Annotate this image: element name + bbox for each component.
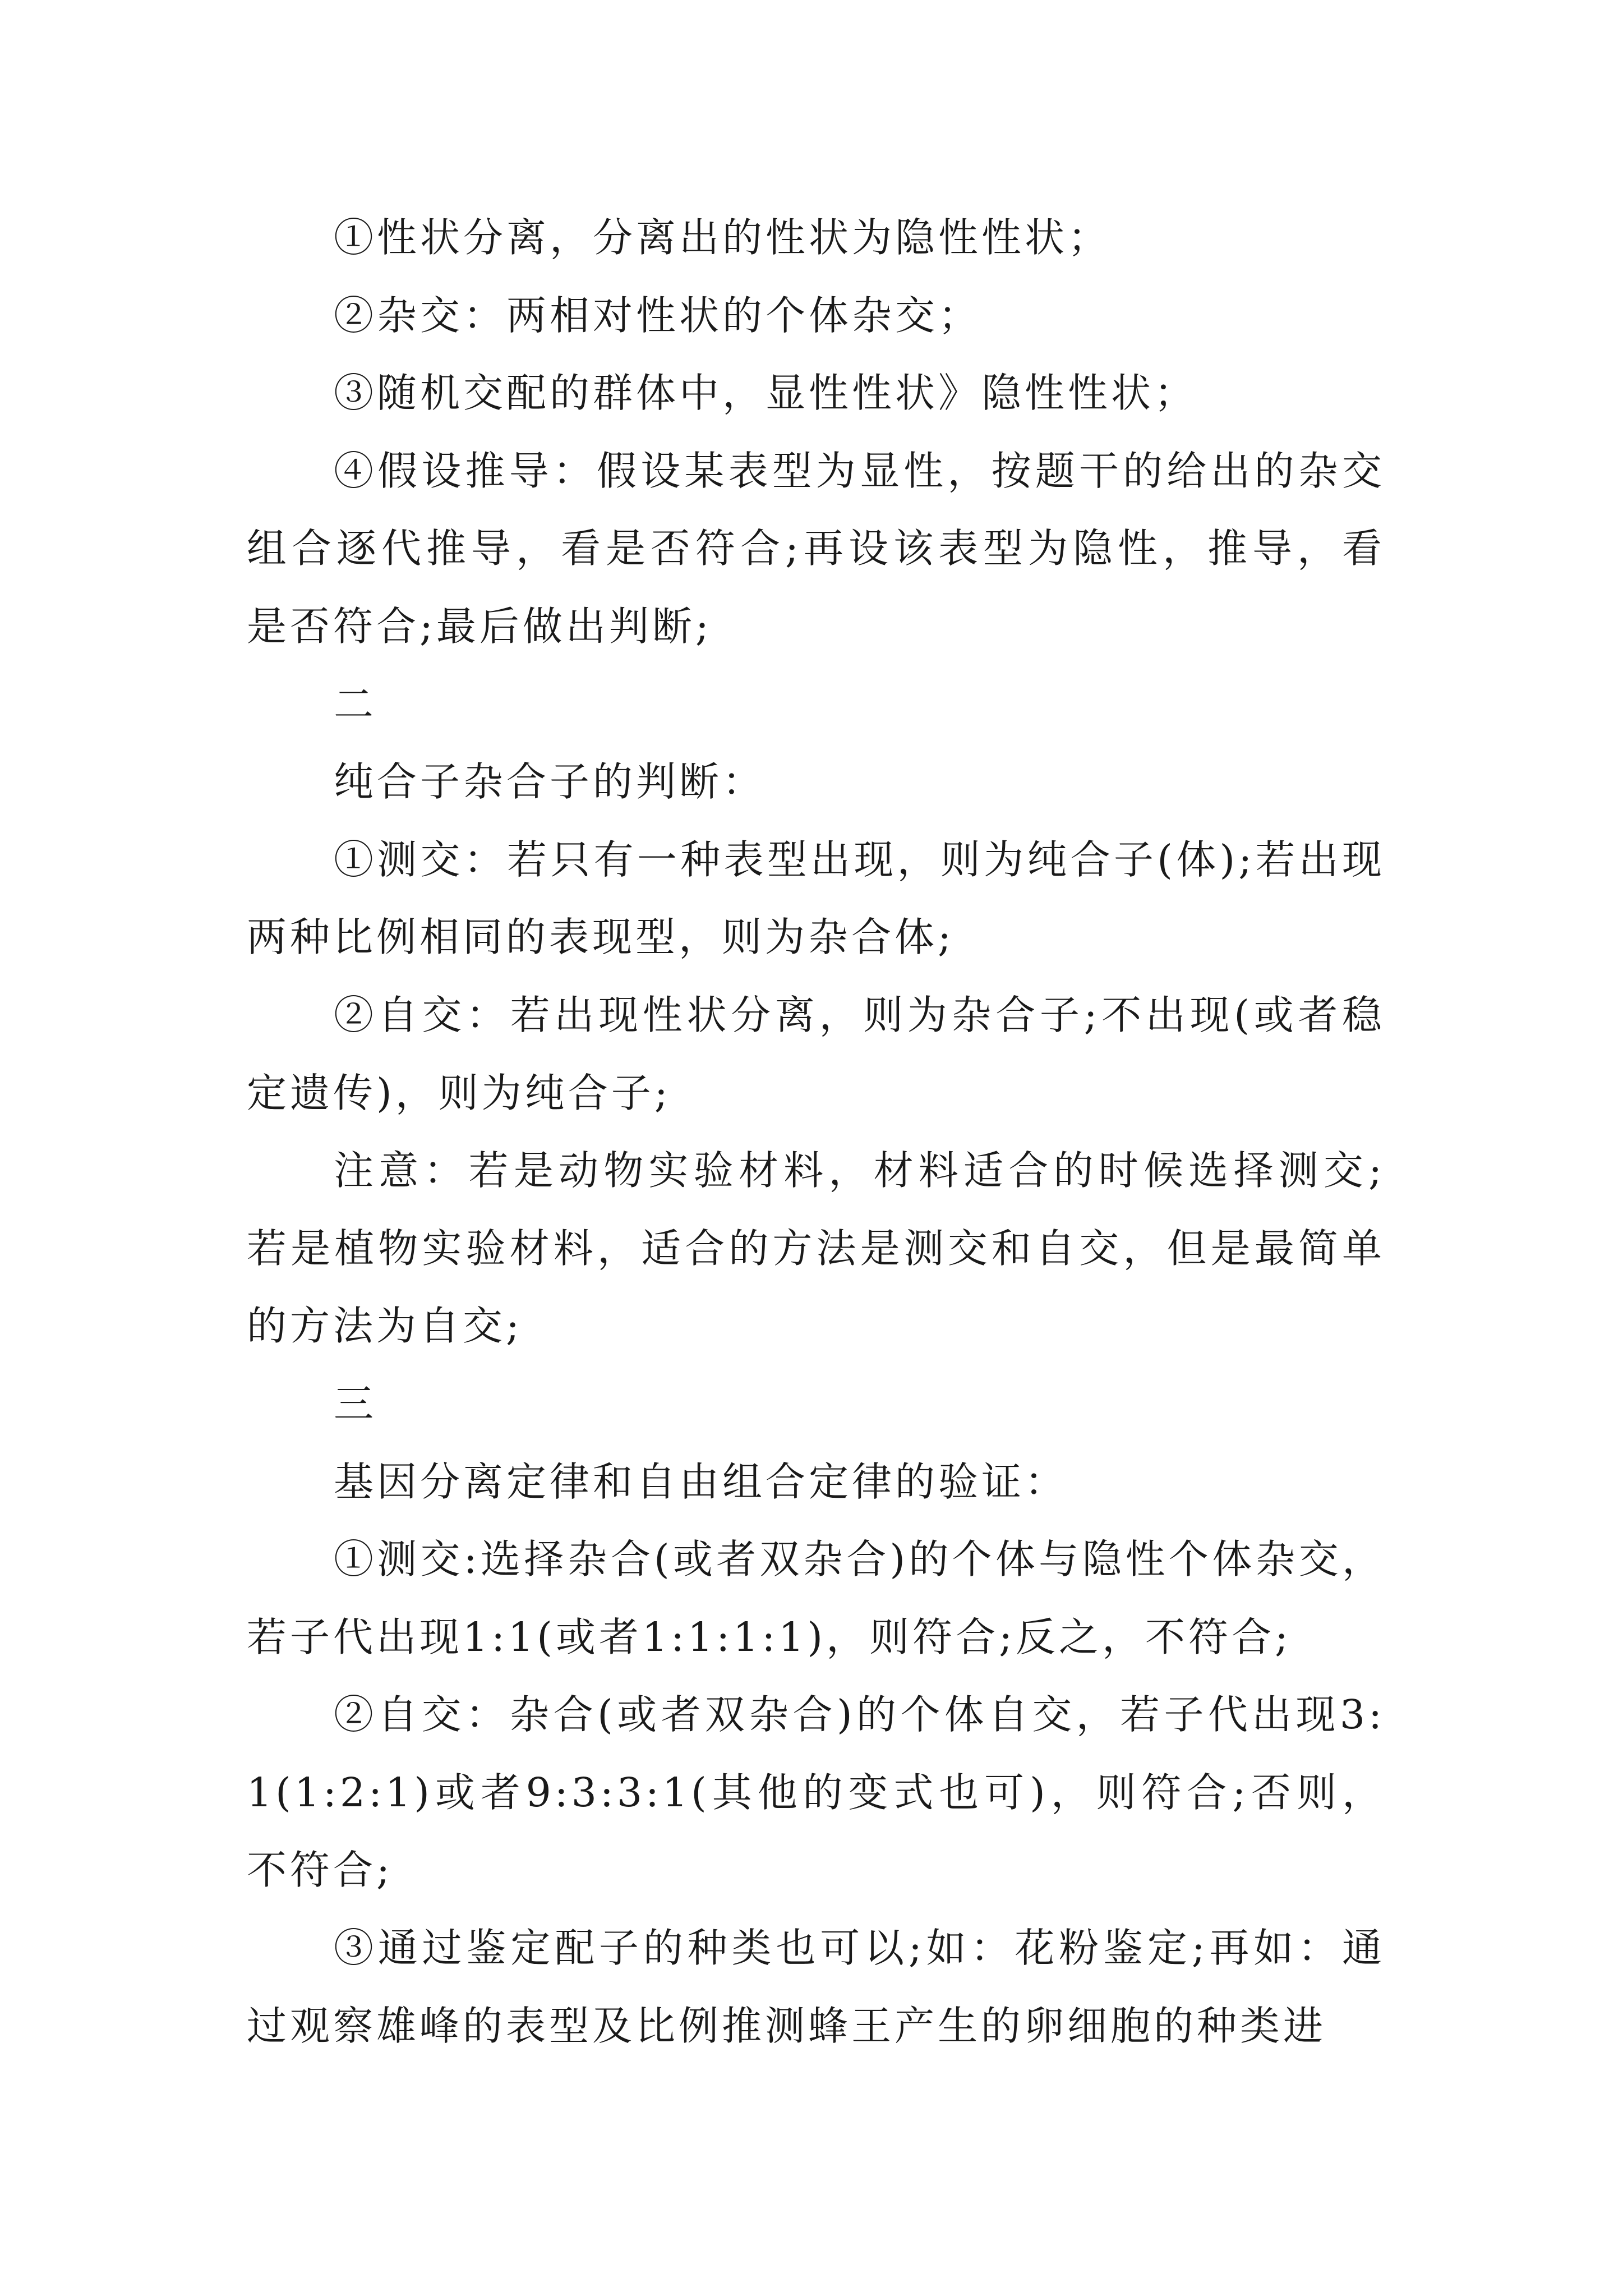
paragraph-14: ③通过鉴定配子的种类也可以;如：花粉鉴定;再如：通过观察雄峰的表型及比例推测蜂王产生的卵细胞的种类进 — [247, 1925, 1385, 2049]
note-paragraph: 注意：若是动物实验材料，材料适合的时候选择测交;若是植物实验材料，适合的方法是测交和自交，但是最简单的方法为自交; — [247, 1147, 1385, 1350]
paragraph-13: ②自交：杂合(或者双杂合)的个体自交，若子代出现3:1(1:2:1)或者9:3:3:1(其他的变式也可)，则符合;否则，不符合; — [247, 1691, 1385, 1894]
document-body — [247, 199, 1385, 2065]
paragraph-12: ①测交:选择杂合(或者双杂合)的个体与隐性个体杂交，若子代出现1:1(或者1:1:1:1)，则符合;反之，不符合; — [247, 1536, 1385, 1660]
section-number-3: 三 — [334, 1380, 377, 1427]
paragraph-8: ②自交：若出现性状分离，则为杂合子;不出现(或者稳定遗传)，则为纯合子; — [247, 991, 1385, 1116]
paragraph-4: ④假设推导：假设某表型为显性，按题干的给出的杂交组合逐代推导，看是否符合;再设该表型为隐性，推导，看是否符合;最后做出判断; — [247, 447, 1385, 650]
paragraph-1: ①性状分离，分离出的性状为隐性性状； — [334, 214, 1112, 261]
section-number-2: 二 — [334, 680, 377, 728]
paragraph-7: ①测交：若只有一种表型出现，则为纯合子(体);若出现两种比例相同的表现型，则为杂合体; — [247, 836, 1385, 961]
section-heading-homozygote: 纯合子杂合子的判断： — [334, 758, 766, 806]
paragraph-3: ③随机交配的群体中，显性性状》隐性性状； — [334, 370, 1198, 417]
section-heading-genetic-laws: 基因分离定律和自由组合定律的验证： — [334, 1458, 1068, 1505]
paragraph-2: ②杂交：两相对性状的个体杂交； — [334, 292, 982, 339]
